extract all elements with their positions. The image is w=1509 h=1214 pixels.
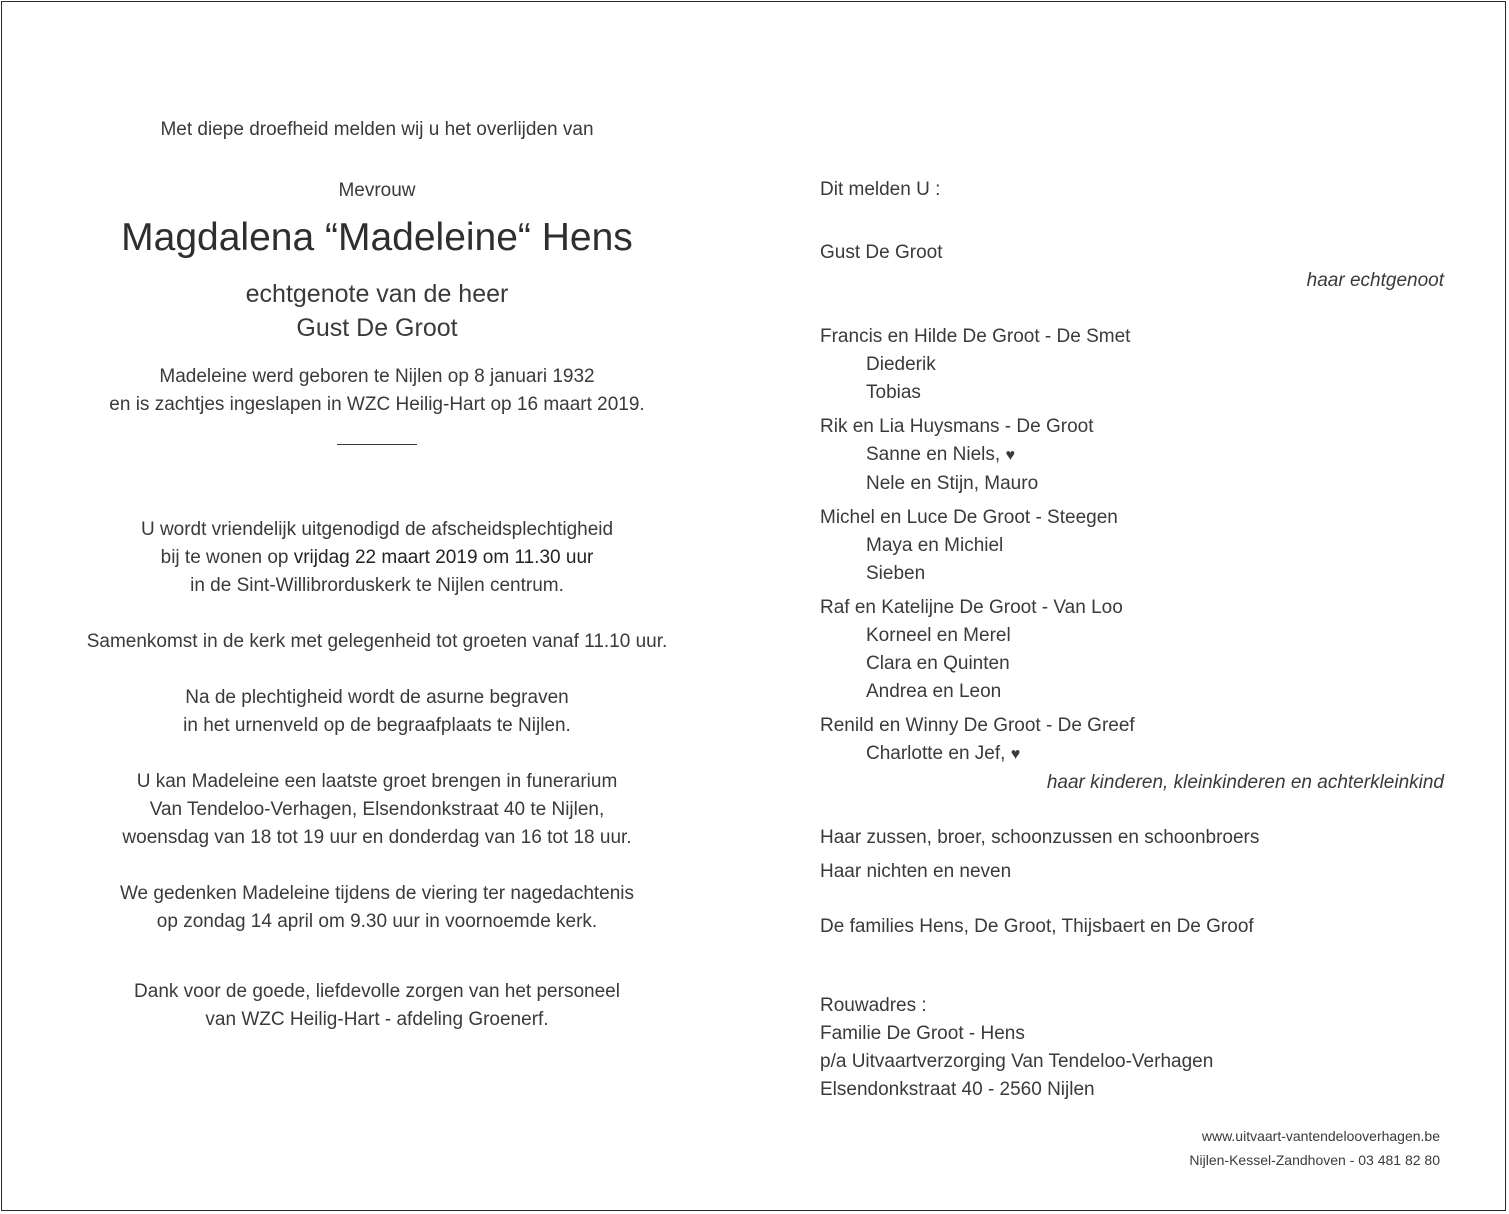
family-4-child-2: Clara en Quinten	[866, 653, 1010, 674]
family-4: Raf en Katelijne De Groot - Van Loo	[820, 597, 1123, 618]
ceremony-line-2	[60, 544, 694, 572]
ceremony-line-2a: bij te wonen op	[160, 547, 294, 568]
husband-name: Gust De Groot	[820, 242, 943, 263]
thanks-line-2: van WZC Heilig-Hart - afdeling Groenerf.	[205, 1009, 549, 1030]
family-3-child-2: Sieben	[866, 563, 926, 584]
family-5-child-1-text: Charlotte en Jef,	[866, 743, 1006, 764]
thanks-line-1: Dank voor de goede, liefdevolle zorgen van het personeel	[134, 981, 620, 1002]
deceased-name: Magdalena “Madeleine“ Hens	[121, 216, 633, 259]
children-role: haar kinderen, kleinkinderen en achterkleinkind	[1046, 772, 1444, 793]
family-heading: Dit melden U :	[820, 179, 941, 200]
intro-text: Met diepe droefheid melden wij u het overlijden van	[160, 119, 594, 140]
family-3: Michel en Luce De Groot - Steegen	[820, 507, 1118, 528]
family-2-child-1-text: Sanne en Niels,	[866, 444, 1001, 465]
born-text: Madeleine werd geboren te Nijlen op 8 januari 1932	[159, 366, 595, 387]
announcement-column	[60, 116, 694, 1034]
visit-line-3: woensdag van 18 tot 19 uur en donderdag van 16 tot 18 uur.	[122, 827, 632, 848]
spouse-line-2: Gust De Groot	[296, 314, 458, 342]
family-1-child-2: Tobias	[866, 382, 921, 403]
address-line-2: p/a Uitvaartverzorging Van Tendeloo-Verhagen	[820, 1051, 1214, 1072]
family-4-child-3: Andrea en Leon	[866, 681, 1002, 702]
title-prefix: Mevrouw	[338, 180, 416, 201]
memorial-line-1: We gedenken Madeleine tijdens de viering ter nagedachtenis	[119, 883, 635, 904]
heart-icon: ♥	[1005, 447, 1015, 464]
address-line-1: Familie De Groot - Hens	[820, 1023, 1025, 1044]
family-2-child-2: Nele en Stijn, Mauro	[866, 473, 1039, 494]
website-link[interactable]: www.uitvaart-vantendelooverhagen.be	[1201, 1128, 1440, 1144]
family-3-child-1: Maya en Michiel	[866, 535, 1004, 556]
visit-line-2: Van Tendeloo-Verhagen, Elsendonkstraat 40 te Nijlen,	[149, 799, 605, 820]
ceremony-date: vrijdag 22 maart 2019 om 11.30 uur	[293, 547, 594, 568]
divider-row	[60, 419, 694, 447]
visit-line-1: U kan Madeleine een laatste groet brengen in funerarium	[136, 771, 618, 792]
heart-icon: ♥	[1010, 746, 1021, 763]
families-text: De families Hens, De Groot, Thijsbaert en De Groof	[820, 916, 1254, 937]
cousins-text: Haar nichten en neven	[820, 861, 1012, 882]
spouse-line-1: echtgenote van de heer	[245, 280, 509, 308]
ceremony-line-1: U wordt vriendelijk uitgenodigd de afscheidsplechtigheid	[140, 519, 614, 540]
address-line-3: Elsendonkstraat 40 - 2560 Nijlen	[820, 1079, 1095, 1100]
footer	[1189, 1124, 1440, 1172]
family-column	[820, 176, 1444, 1104]
siblings-text: Haar zussen, broer, schoonzussen en schoonbroers	[820, 827, 1260, 848]
address-label: Rouwadres :	[820, 995, 927, 1016]
gathering-text: Samenkomst in de kerk met gelegenheid tot groeten vanaf 11.10 uur.	[86, 631, 668, 652]
divider	[337, 444, 417, 445]
contact-info: Nijlen-Kessel-Zandhoven - 03 481 82 80	[1189, 1152, 1440, 1168]
family-2: Rik en Lia Huysmans - De Groot	[820, 416, 1094, 437]
family-2-child-1	[820, 441, 1444, 470]
family-5: Renild en Winny De Groot - De Greef	[820, 715, 1135, 736]
burial-line-1: Na de plechtigheid wordt de asurne begraven	[185, 687, 569, 708]
burial-line-2: in het urnenveld op de begraafplaats te Nijlen.	[183, 715, 571, 736]
memorial-line-2: op zondag 14 april om 9.30 uur in voornoemde kerk.	[156, 911, 598, 932]
family-5-child-1	[820, 740, 1444, 769]
ceremony-line-3: in de Sint-Willibrorduskerk te Nijlen centrum.	[190, 575, 564, 596]
died-text: en is zachtjes ingeslapen in WZC Heilig-Hart op 16 maart 2019.	[109, 394, 645, 415]
family-4-child-1: Korneel en Merel	[866, 625, 1011, 646]
family-1-child-1: Diederik	[866, 354, 936, 375]
husband-role: haar echtgenoot	[1306, 270, 1444, 291]
family-1: Francis en Hilde De Groot - De Smet	[820, 326, 1131, 347]
